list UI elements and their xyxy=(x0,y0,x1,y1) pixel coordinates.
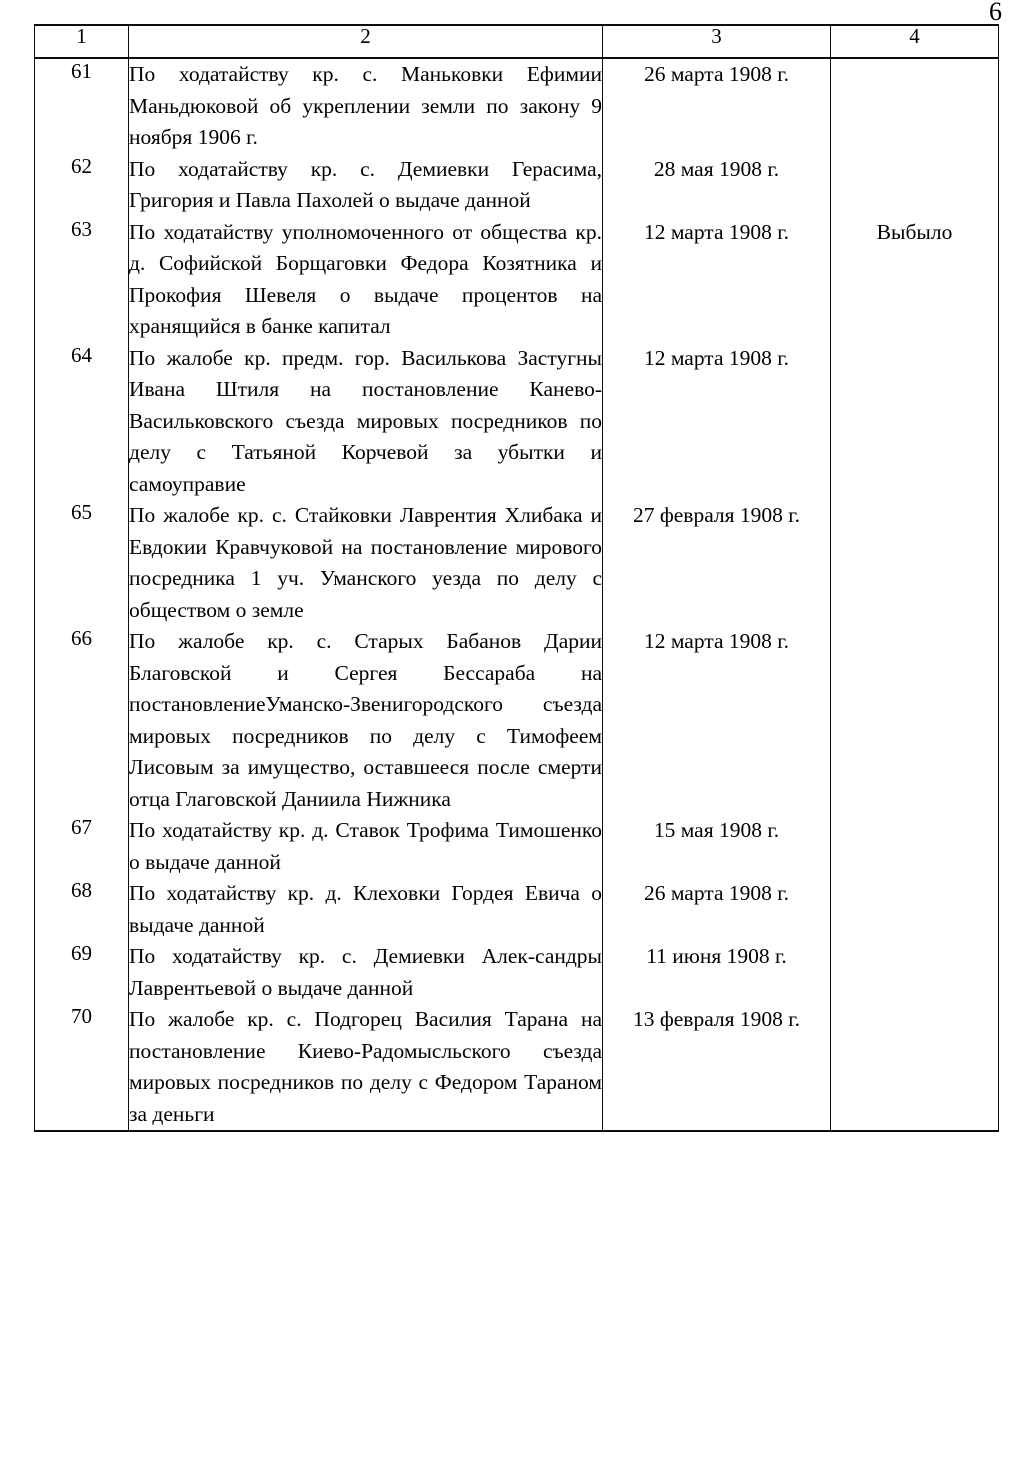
page-number: 6 xyxy=(989,0,1002,26)
row-note xyxy=(831,500,999,626)
row-note xyxy=(831,58,999,154)
row-date: 13 февраля 1908 г. xyxy=(603,1004,831,1131)
row-note xyxy=(831,343,999,501)
row-date: 26 марта 1908 г. xyxy=(603,58,831,154)
row-number: 70 xyxy=(35,1004,129,1131)
row-date: 27 февраля 1908 г. xyxy=(603,500,831,626)
column-header-2: 2 xyxy=(129,25,603,58)
row-subject: По ходатайству кр. д. Клеховки Гордея Евича о выдаче данной xyxy=(129,878,603,941)
table-header-row xyxy=(35,25,999,58)
table-row xyxy=(35,815,999,878)
row-number: 69 xyxy=(35,941,129,1004)
row-date: 26 марта 1908 г. xyxy=(603,878,831,941)
row-note xyxy=(831,1004,999,1131)
row-subject: По жалобе кр. предм. гор. Василькова Застугны Ивана Штиля на постановление Канево-Васильковского съезда мировых посредников по делу с Татьяной Корчевой за убытки и самоуправие xyxy=(129,343,603,501)
row-number: 68 xyxy=(35,878,129,941)
row-number: 63 xyxy=(35,217,129,343)
row-note xyxy=(831,878,999,941)
row-number: 64 xyxy=(35,343,129,501)
row-subject: По ходатайству уполномоченного от общества кр. д. Софийской Борщаговки Федора Козятника и Прокофия Шевеля о выдаче процентов на хранящийся в банке капитал xyxy=(129,217,603,343)
table-row xyxy=(35,878,999,941)
row-note xyxy=(831,815,999,878)
row-note xyxy=(831,941,999,1004)
row-number: 65 xyxy=(35,500,129,626)
table-row xyxy=(35,217,999,343)
row-subject: По ходатайству кр. с. Демиевки Герасима, Григория и Павла Пахолей о выдаче данной xyxy=(129,154,603,217)
row-number: 62 xyxy=(35,154,129,217)
table-row xyxy=(35,343,999,501)
row-subject: По ходатайству кр. с. Демиевки Алек-сандры Лаврентьевой о выдаче данной xyxy=(129,941,603,1004)
row-subject: По ходатайству кр. д. Ставок Трофима Тимошенко о выдаче данной xyxy=(129,815,603,878)
row-date: 28 мая 1908 г. xyxy=(603,154,831,217)
row-date: 12 марта 1908 г. xyxy=(603,626,831,815)
column-header-4: 4 xyxy=(831,25,999,58)
table-row xyxy=(35,941,999,1004)
register-table xyxy=(34,24,999,1132)
row-note xyxy=(831,626,999,815)
table-row xyxy=(35,500,999,626)
row-date: 11 июня 1908 г. xyxy=(603,941,831,1004)
table-row xyxy=(35,58,999,154)
row-subject: По ходатайству кр. с. Маньковки Ефимии Маньдюковой об укреплении земли по закону 9 ноября 1906 г. xyxy=(129,58,603,154)
row-number: 66 xyxy=(35,626,129,815)
row-subject: По жалобе кр. с. Старых Бабанов Дарии Благовской и Сергея Бессараба на постановлениеУманско-Звенигородского съезда мировых посредников по делу с Тимофеем Лисовым за имущество, оставшееся после смерти отца Глаговской Даниила Нижника xyxy=(129,626,603,815)
column-header-1: 1 xyxy=(35,25,129,58)
row-note: Выбыло xyxy=(831,217,999,343)
row-date: 12 марта 1908 г. xyxy=(603,217,831,343)
column-header-3: 3 xyxy=(603,25,831,58)
row-number: 67 xyxy=(35,815,129,878)
table-row xyxy=(35,1004,999,1131)
row-number: 61 xyxy=(35,58,129,154)
table-row xyxy=(35,626,999,815)
row-date: 15 мая 1908 г. xyxy=(603,815,831,878)
row-date: 12 марта 1908 г. xyxy=(603,343,831,501)
row-note xyxy=(831,154,999,217)
row-subject: По жалобе кр. с. Подгорец Василия Тарана на постановление Киево-Радомысльского съезда мировых посредников по делу с Федором Тараном за деньги xyxy=(129,1004,603,1131)
table-row xyxy=(35,154,999,217)
row-subject: По жалобе кр. с. Стайковки Лаврентия Хлибака и Евдокии Кравчуковой на постановление мирового посредника 1 уч. Уманского уезда по делу с обществом о земле xyxy=(129,500,603,626)
